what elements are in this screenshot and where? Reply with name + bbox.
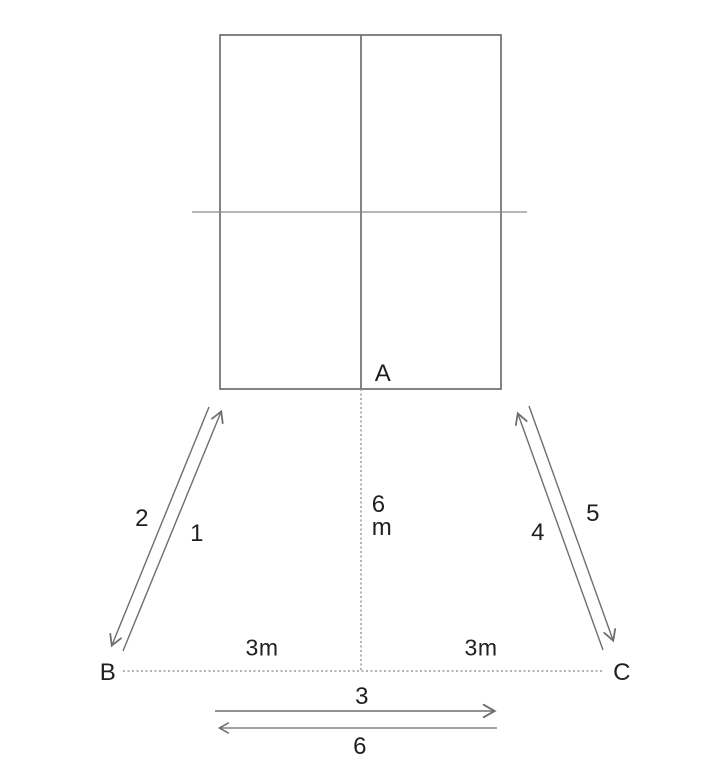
distance-label-3m-right: 3m — [464, 634, 498, 661]
point-label-b: B — [99, 659, 117, 686]
distance-6-value: 6 — [371, 491, 386, 518]
ray-label-1: 1 — [190, 520, 204, 547]
ray-label-2: 2 — [135, 505, 149, 532]
ray-label-5: 5 — [586, 500, 600, 527]
distance-6-unit: m — [371, 514, 393, 541]
ray-label-3: 3 — [355, 683, 369, 710]
point-label-c: C — [613, 659, 631, 686]
ray-label-4: 4 — [531, 519, 545, 546]
point-label-a: A — [374, 360, 392, 387]
distance-label-3m-left: 3m — [245, 634, 279, 661]
ray-label-6: 6 — [353, 733, 367, 760]
distance-label-6m — [372, 493, 393, 539]
